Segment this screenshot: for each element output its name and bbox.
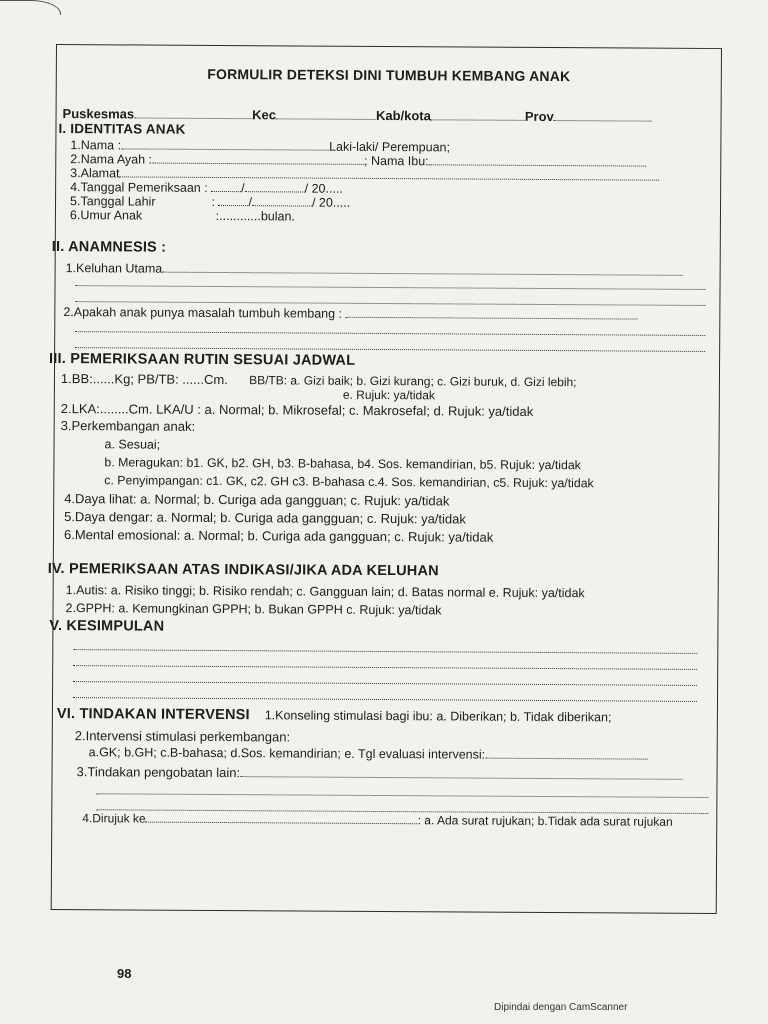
nama-field[interactable]	[121, 138, 329, 150]
bbtb-rujuk[interactable]: e. Rujuk: ya/tidak	[342, 387, 435, 403]
intervensi-row	[89, 745, 648, 763]
indikasi-heading: IV. PEMERIKSAAN ATAS INDIKASI/JIKA ADA KELUHAN	[47, 560, 439, 580]
tgl-pemeriksaan-day[interactable]	[211, 181, 241, 192]
pengobatan-line-2[interactable]	[96, 793, 708, 798]
pemeriksaan-heading: III. PEMERIKSAAN RUTIN SESUAI JADWAL	[49, 350, 356, 369]
alamat-field[interactable]	[120, 166, 660, 180]
jenis-kelamin-label: Laki-laki/ Perempuan;	[329, 139, 451, 155]
identitas-heading: I. IDENTITAS ANAK	[58, 121, 186, 137]
keluhan-line-2[interactable]	[76, 285, 706, 290]
prov-label: Prov	[524, 108, 554, 125]
intervensi-label: 2.Intervensi stimulasi perkembangan:	[74, 728, 291, 745]
tgl-pemeriksaan-label: 4.Tanggal Pemeriksaan :	[70, 180, 208, 195]
tgl-lahir-month[interactable]	[252, 195, 312, 206]
dirujuk-row	[82, 811, 672, 830]
puskesmas-field[interactable]	[134, 107, 252, 119]
kec-label: Kec	[252, 107, 277, 123]
masalah-row	[63, 305, 637, 324]
mental-emosional-row[interactable]: 6.Mental emosional: a. Normal; b. Curiga ada gangguan; c. Rujuk: ya/tidak	[63, 527, 494, 545]
form-sheet	[47, 44, 722, 914]
scan-edge	[0, 0, 61, 15]
lka-row[interactable]: 2.LKA:........Cm. LKA/U : a. Normal; b. Mikrosefal; c. Makrosefal; d. Rujuk: ya/tidak	[60, 401, 534, 419]
kec-field[interactable]	[276, 108, 376, 120]
gpph-row[interactable]: 2.GPPH: a. Kemungkinan GPPH; b. Bukan GPPH c. Rujuk: ya/tidak	[65, 601, 442, 618]
keluhan-label: 1.Keluhan Utama	[65, 261, 163, 276]
tgl-lahir-label: 5.Tanggal Lahir	[69, 194, 156, 209]
tgl-pemeriksaan-year[interactable]: / 20.....	[304, 181, 343, 196]
keluhan-field[interactable]	[162, 262, 682, 276]
page-number: 98	[117, 966, 132, 981]
puskesmas-label: Puskesmas	[62, 106, 135, 122]
daya-dengar-row[interactable]: 5.Daya dengar: a. Normal; b. Curiga ada gangguan; c. Rujuk: ya/tidak	[64, 509, 466, 527]
tgl-lahir-year[interactable]: / 20.....	[311, 195, 351, 210]
masalah-line-2[interactable]	[75, 331, 705, 336]
kesimpulan-line-1[interactable]	[73, 649, 697, 654]
nama-ayah-field[interactable]	[152, 153, 364, 165]
pengobatan-field[interactable]	[240, 766, 682, 780]
kesimpulan-line-2[interactable]	[73, 665, 697, 670]
umur-label: 6.Umur Anak	[69, 208, 143, 223]
nama-ibu-field[interactable]	[429, 154, 647, 166]
autis-row[interactable]: 1.Autis: a. Risiko tinggi; b. Risiko rendah; c. Gangguan lain; d. Batas normal e. Rujuk: ya/tidak	[65, 583, 585, 601]
dirujuk-field[interactable]	[146, 812, 418, 825]
intervensi-opsi[interactable]: a.GK; b.GH; c.B-bahasa; d.Sos. kemandirian; e. Tgl evaluasi intervensi:	[88, 745, 486, 762]
pengobatan-row	[77, 764, 683, 783]
scanner-watermark: Dipindai dengan CamScanner	[494, 1002, 628, 1013]
masalah-label: 2.Apakah anak punya masalah tumbuh kembang :	[63, 305, 343, 321]
kesimpulan-heading: V. KESIMPULAN	[49, 617, 165, 635]
tindakan-row	[57, 707, 612, 725]
alamat-label: 3.Alamat	[70, 166, 120, 181]
kabkota-label: Kab/kota	[375, 107, 431, 124]
dirujuk-label: 4.Dirujuk ke	[82, 811, 146, 826]
tgl-evaluasi-field[interactable]	[485, 748, 647, 760]
tgl-pemeriksaan-month[interactable]	[245, 181, 305, 192]
tgl-lahir-row: 5.Tanggal Lahir : / / 20.....	[69, 194, 351, 210]
bbtb-status[interactable]: BB/TB: a. Gizi baik; b. Gizi kurang; c. Gizi buruk, d. Gizi lebih;	[249, 373, 577, 390]
kesimpulan-line-3[interactable]	[73, 681, 697, 686]
nama-label: 1.Nama :	[70, 138, 122, 153]
perkembangan-label: 3.Perkembangan anak:	[60, 418, 196, 434]
pengobatan-label: 3.Tindakan pengobatan lain:	[76, 764, 241, 781]
prov-field[interactable]	[554, 110, 652, 122]
anamnesis-heading: II. ANAMNESIS :	[51, 238, 167, 256]
tgl-pemeriksaan-row: 4.Tanggal Pemeriksaan : / / 20.....	[70, 180, 343, 196]
bb-label[interactable]: 1.BB:......Kg; PB/TB: ......Cm.	[60, 371, 228, 388]
tgl-lahir-colon: :	[211, 194, 216, 209]
kesimpulan-line-4[interactable]	[73, 697, 697, 702]
bb-row	[61, 371, 577, 390]
perkembangan-penyimpangan[interactable]: c. Penyimpangan: c1. GK, c2. GH c3. B-bahasa c.4. Sos. kemandirian, c5. Rujuk: ya/tidak	[104, 473, 594, 491]
kabkota-field[interactable]	[431, 109, 525, 121]
umur-row	[70, 208, 295, 224]
perkembangan-meragukan[interactable]: b. Meragukan: b1. GK, b2. GH, b3. B-bahasa, b4. Sos. kemandirian, b5. Rujuk: ya/tidak	[104, 455, 581, 473]
dirujuk-opsi[interactable]: : a. Ada surat rujukan; b.Tidak ada surat rujukan	[417, 813, 673, 829]
nama-ibu-label: ; Nama Ibu:	[364, 153, 429, 169]
konseling-row[interactable]: 1.Konseling stimulasi bagi ibu: a. Diberikan; b. Tidak diberikan;	[264, 708, 612, 725]
umur-field[interactable]: :............bulan.	[215, 208, 295, 224]
perkembangan-sesuai[interactable]: a. Sesuai;	[104, 437, 161, 452]
form-title: FORMULIR DETEKSI DINI TUMBUH KEMBANG ANAK	[207, 65, 571, 85]
tindakan-heading: VI. TINDAKAN INTERVENSI	[56, 706, 250, 724]
masalah-field[interactable]	[345, 307, 637, 320]
keluhan-row	[66, 261, 683, 280]
nama-ayah-label: 2.Nama Ayah :	[70, 152, 153, 167]
daya-lihat-row[interactable]: 4.Daya lihat: a. Normal; b. Curiga ada gangguan; c. Rujuk: ya/tidak	[64, 491, 450, 509]
tgl-lahir-day[interactable]	[218, 195, 248, 206]
